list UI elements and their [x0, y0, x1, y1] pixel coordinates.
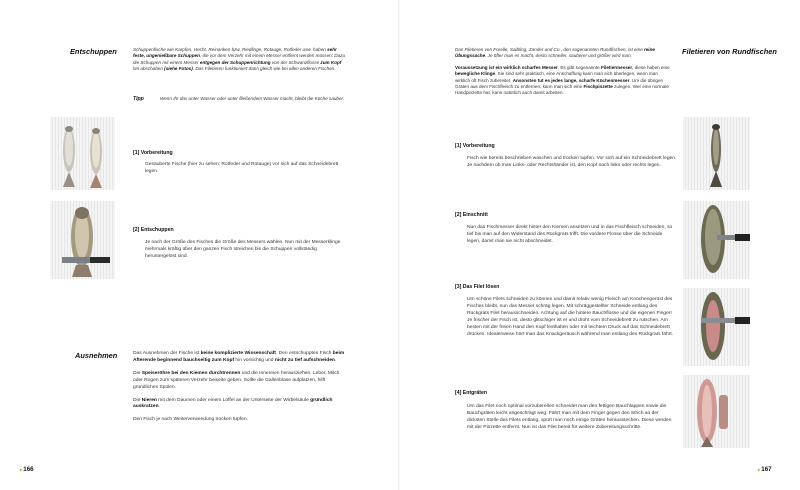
page-number-right-value: 167	[761, 466, 772, 473]
tipp-text: Wenn Ihr das unter Wasser oder unter fließendem Wasser macht, bleibt die Küche sauber.	[160, 96, 345, 101]
step-1-heading: [1] Vorbereitung	[133, 150, 173, 156]
photo-filet-cutting	[683, 288, 750, 366]
page-number-right	[758, 466, 772, 473]
section-title-filetieren: Filetieren von Rundfischen	[682, 47, 777, 56]
ausnehmen-paragraph-4: Den Fisch je nach Weiterverwendung trocken tupfen.	[133, 417, 248, 423]
right-step-1-text: Fisch wie bereits beschrieben waschen und trocken tupfen. Vor sich auf ein Schneidebrett legen. Je nachdem ob man Links- oder Rechtshänder ist, den Kopf nach links oder rechts legen.	[467, 156, 677, 168]
intro-filetieren-paragraph-1: Das Filetieren von Forelle, Saibling, Zander und Co., den sogenannten Rundfischen, ist eine reine Übungssache. Je öfter man es macht, desto schneller, sauberer und größer wird man.	[455, 47, 655, 59]
right-step-2-heading: [2] Einschnitt	[455, 212, 488, 218]
step-2-heading: [2] Entschuppen	[133, 227, 174, 233]
fish-pair-illustration	[50, 117, 115, 190]
right-step-3-heading: [3] Das Filet lösen	[455, 284, 500, 290]
right-step-3-text: Um schöne Filets schneiden zu können und damit relativ wenig Fleisch am Knochengerüst des Fisches bleibt, nun das Messer schräg legen. Mit schräggestellter Schneide entlang des Rückgrats Filet herausschneiden. Achtung auf die hintere Bauchflosse und die eigenen Finger! Je frischer der Fisch ist, desto glitschiger ist er und droht vom Schneidebrett zu rutschen. Am besten mit der freien Hand den Kopf festhalten oder mit leichtem Druck auf das Schneidebrett drücken. Idealerweise hört man das Knackgeräusch während man entlang des Rückgrats fährt.	[467, 297, 674, 337]
page-arrow-icon: ▸	[20, 467, 23, 472]
page-number-left	[20, 466, 34, 473]
right-step-2-text: Nun das Fischmesser direkt hinter den Kiemen ansetzen und in das Fischfleisch schneiden, so tief bis man auf den Widerstand des Rückgrats trifft. Die vordere Flosse über die Schneide legen, damit man sie nicht abschneidet.	[467, 225, 673, 244]
intro-paragraph: Schuppenfische wie Karpfen, Hecht, Reinanken bzw. Riedlinge, Rotauge, Rotfeder usw. haben sehr feste, ungenießbare Schuppen, die vor dem Verzehr mit einem Messer entfernt werden müssen: Dazu die Schuppen mit einem Messer entgegen der Schuppenrichtung von der Schwanzflosse zum Kopf hin abschaben (siehe Fotos). Das Filetieren funktioniert dann gleich wie bei allen anderen Fischen.	[133, 47, 345, 72]
page-arrow-icon: ▸	[758, 467, 761, 472]
ausnehmen-paragraph-1: Das Ausnehmen der Fische ist keine komplizierte Wissenschaft. Den entschuppten Fisch beim Afterende beginnend bauchseitig zum Kopf hin vorsichtig und nicht zu tief aufschneiden.	[133, 351, 345, 363]
tipp-label: Tipp	[133, 96, 144, 102]
intro-filetieren-paragraph-2: Voraussetzung ist ein wirklich scharfes Messer. Es gibt sogenannte Filetiermesser, diese haben eine bewegliche Klinge. Sie sind sehr praktisch, eine Anschaffung kann man sich überlegen, wenn man wirklich oft Fisch zubereitet. Ansonsten tut es jedes lange, scharfe Küchenmesser. Um die übrigen Gräten aus dem Fischfleisch zu entfernen, kann man sich eine Fischpinzette zulegen. Wer eine normale Handpinzette hat, kann natürlich auch damit arbeiten.	[455, 64, 670, 96]
right-step-1-heading: [1] Vorbereitung	[455, 143, 495, 149]
ausnehmen-paragraph-2: Die Speiseröhre bei den Kiemen durchtrennen und die Innereien herausziehen. Leber, Milch oder Rogen zum späteren Verzehr beiseite geben. Sollte die Gallenblase aufplatzen, hilft gründliches Spülen.	[133, 370, 340, 390]
photo-scaling-fish	[50, 201, 115, 279]
photo-two-fish	[50, 117, 115, 190]
intro-entschuppen	[133, 47, 345, 73]
step-2-text: Je nach der Größe des Fisches die Größe des Messers wählen. Nun mit der Messerklinge mehrmals kräftig über den ganzen Fisch streichen bis die Schuppen vollständig heruntergelöst sind.	[145, 240, 341, 259]
photo-deboning	[683, 375, 750, 448]
scaling-illustration	[50, 201, 115, 279]
ausnehmen-paragraph-3: Die Nieren mit dem Daumen oder einem Löffel an der Unterseite der Wirbelsäule gründlich auskratzen.	[133, 397, 333, 410]
step-1-text: Gesäuberte Fische (hier zu sehen: Rotfeder und Rotauge) vor sich auf das Schneidebrett legen.	[145, 162, 339, 174]
photo-trout-incision	[683, 201, 750, 279]
section-title-ausnehmen: Ausnehmen	[75, 351, 118, 360]
section-title-entschuppen: Entschuppen	[70, 47, 117, 56]
trout-whole-illustration	[683, 117, 750, 190]
right-step-4-heading: [4] Entgräten	[455, 390, 487, 396]
filet-cutting-illustration	[683, 288, 750, 366]
ausnehmen-text	[133, 351, 345, 424]
page-number-left-value: 166	[23, 466, 34, 473]
right-step-4-text: Um das Filet noch optimal vorzubereiten schneidet man den fettigen Bauchlappen sowie die Bauchgräten leicht angeschrägt weg. Fährt man mit dem Finger gegen den Strich an der dicksten Stelle des Filets entlang, spürt man noch einige Gräten herausstechen. Diese werden mit der Pinzette entfernt. Nun ist das Filet bereit für weitere Zubereitungsschritte.	[467, 404, 672, 430]
right-page	[400, 0, 800, 490]
trout-incision-illustration	[683, 201, 750, 279]
intro-filetieren	[455, 47, 670, 97]
photo-trout-whole	[683, 117, 750, 190]
deboning-illustration	[683, 375, 750, 448]
